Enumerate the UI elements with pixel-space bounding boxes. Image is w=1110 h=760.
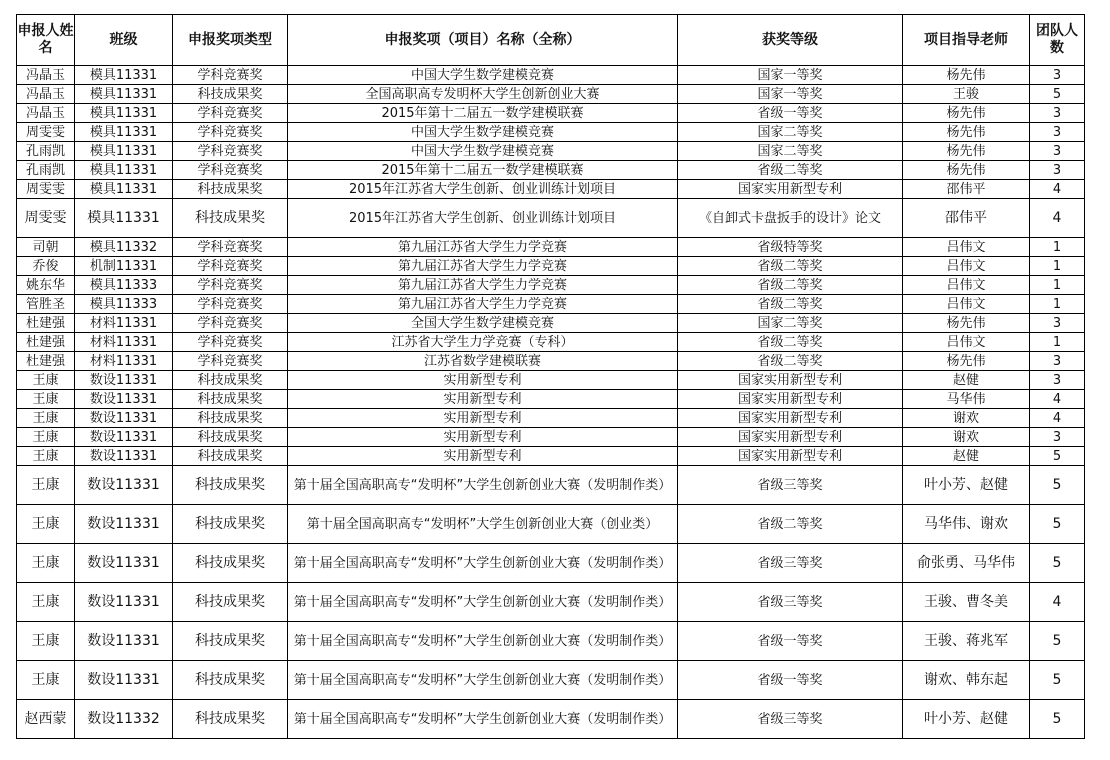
cell-level: 省级三等奖: [678, 466, 903, 505]
cell-award-name: 江苏省数学建模联赛: [288, 352, 678, 371]
cell-class: 材料11331: [75, 314, 173, 333]
cell-award-type: 科技成果奖: [173, 583, 288, 622]
cell-class: 模具11331: [75, 161, 173, 180]
cell-award-type: 学科竞赛奖: [173, 257, 288, 276]
cell-team-size: 3: [1030, 104, 1085, 123]
cell-advisor: 叶小芳、赵健: [903, 466, 1030, 505]
cell-award-type: 学科竞赛奖: [173, 276, 288, 295]
table-row: [17, 447, 1085, 466]
cell-award-type: 学科竞赛奖: [173, 66, 288, 85]
table-row: [17, 700, 1085, 739]
cell-advisor: 杨先伟: [903, 352, 1030, 371]
cell-applicant: 孔雨凯: [17, 161, 75, 180]
table-row: [17, 314, 1085, 333]
cell-advisor: 谢欢: [903, 428, 1030, 447]
cell-award-type: 科技成果奖: [173, 447, 288, 466]
cell-class: 材料11331: [75, 333, 173, 352]
cell-level: 省级二等奖: [678, 257, 903, 276]
cell-applicant: 司朝: [17, 238, 75, 257]
cell-class: 数设11331: [75, 544, 173, 583]
table-row: [17, 622, 1085, 661]
header-advisor: 项目指导老师: [903, 15, 1030, 66]
cell-team-size: 3: [1030, 66, 1085, 85]
cell-applicant: 杜建强: [17, 333, 75, 352]
awards-table: [16, 14, 1085, 739]
cell-advisor: 马华伟、谢欢: [903, 505, 1030, 544]
cell-applicant: 赵西蒙: [17, 700, 75, 739]
cell-class: 数设11331: [75, 661, 173, 700]
cell-applicant: 王康: [17, 466, 75, 505]
cell-level: 《自卸式卡盘扳手的设计》论文: [678, 199, 903, 238]
cell-team-size: 3: [1030, 142, 1085, 161]
cell-award-name: 第十届全国高职高专“发明杯”大学生创新创业大赛（发明制作类）: [288, 583, 678, 622]
cell-level: 国家一等奖: [678, 66, 903, 85]
cell-team-size: 5: [1030, 661, 1085, 700]
cell-team-size: 3: [1030, 123, 1085, 142]
cell-level: 省级特等奖: [678, 238, 903, 257]
table-row: [17, 104, 1085, 123]
cell-team-size: 1: [1030, 276, 1085, 295]
table-row: [17, 295, 1085, 314]
table-row: [17, 161, 1085, 180]
cell-award-type: 学科竞赛奖: [173, 333, 288, 352]
cell-award-type: 科技成果奖: [173, 390, 288, 409]
table-row: [17, 85, 1085, 104]
cell-award-name: 第十届全国高职高专“发明杯”大学生创新创业大赛（发明制作类）: [288, 622, 678, 661]
cell-level: 省级二等奖: [678, 161, 903, 180]
cell-level: 国家实用新型专利: [678, 447, 903, 466]
cell-advisor: 吕伟文: [903, 238, 1030, 257]
cell-team-size: 5: [1030, 544, 1085, 583]
cell-award-name: 实用新型专利: [288, 428, 678, 447]
cell-class: 模具11331: [75, 66, 173, 85]
cell-applicant: 王康: [17, 661, 75, 700]
table-header: [17, 15, 1085, 66]
cell-applicant: 杜建强: [17, 352, 75, 371]
table-row: [17, 466, 1085, 505]
table-row: [17, 333, 1085, 352]
cell-class: 模具11331: [75, 199, 173, 238]
cell-class: 模具11331: [75, 85, 173, 104]
cell-class: 数设11331: [75, 409, 173, 428]
table-row: [17, 199, 1085, 238]
cell-class: 数设11331: [75, 428, 173, 447]
table-row: [17, 66, 1085, 85]
cell-advisor: 杨先伟: [903, 314, 1030, 333]
table-row: [17, 390, 1085, 409]
cell-level: 省级二等奖: [678, 333, 903, 352]
cell-team-size: 1: [1030, 295, 1085, 314]
cell-advisor: 杨先伟: [903, 66, 1030, 85]
cell-level: 国家实用新型专利: [678, 371, 903, 390]
cell-award-type: 学科竞赛奖: [173, 295, 288, 314]
cell-award-name: 中国大学生数学建模竞赛: [288, 123, 678, 142]
cell-award-name: 第九届江苏省大学生力学竞赛: [288, 276, 678, 295]
cell-advisor: 赵健: [903, 447, 1030, 466]
cell-level: 国家实用新型专利: [678, 428, 903, 447]
cell-award-name: 2015年江苏省大学生创新、创业训练计划项目: [288, 199, 678, 238]
cell-applicant: 王康: [17, 622, 75, 661]
cell-award-type: 科技成果奖: [173, 661, 288, 700]
cell-award-type: 学科竞赛奖: [173, 238, 288, 257]
cell-award-name: 中国大学生数学建模竞赛: [288, 66, 678, 85]
cell-team-size: 3: [1030, 161, 1085, 180]
cell-level: 国家二等奖: [678, 314, 903, 333]
cell-applicant: 杜建强: [17, 314, 75, 333]
cell-award-name: 2015年江苏省大学生创新、创业训练计划项目: [288, 180, 678, 199]
cell-advisor: 杨先伟: [903, 104, 1030, 123]
cell-award-type: 科技成果奖: [173, 180, 288, 199]
cell-class: 模具11333: [75, 295, 173, 314]
cell-team-size: 4: [1030, 409, 1085, 428]
cell-level: 省级二等奖: [678, 505, 903, 544]
cell-team-size: 5: [1030, 700, 1085, 739]
cell-award-name: 实用新型专利: [288, 447, 678, 466]
cell-team-size: 4: [1030, 180, 1085, 199]
cell-level: 国家二等奖: [678, 142, 903, 161]
cell-award-type: 学科竞赛奖: [173, 104, 288, 123]
table-body: [17, 66, 1085, 739]
cell-advisor: 邵伟平: [903, 199, 1030, 238]
header-class: 班级: [75, 15, 173, 66]
cell-award-name: 第十届全国高职高专“发明杯”大学生创新创业大赛（发明制作类）: [288, 544, 678, 583]
cell-applicant: 王康: [17, 583, 75, 622]
cell-class: 数设11331: [75, 371, 173, 390]
cell-award-name: 江苏省大学生力学竞赛（专科）: [288, 333, 678, 352]
cell-class: 数设11332: [75, 700, 173, 739]
cell-advisor: 赵健: [903, 371, 1030, 390]
cell-level: 国家实用新型专利: [678, 390, 903, 409]
cell-class: 模具11331: [75, 180, 173, 199]
cell-award-name: 2015年第十二届五一数学建模联赛: [288, 104, 678, 123]
cell-advisor: 吕伟文: [903, 333, 1030, 352]
cell-team-size: 3: [1030, 428, 1085, 447]
cell-team-size: 5: [1030, 466, 1085, 505]
table-row: [17, 409, 1085, 428]
cell-advisor: 王骏、曹冬美: [903, 583, 1030, 622]
cell-award-type: 科技成果奖: [173, 199, 288, 238]
cell-award-type: 学科竞赛奖: [173, 161, 288, 180]
cell-advisor: 吕伟文: [903, 257, 1030, 276]
cell-class: 数设11331: [75, 583, 173, 622]
cell-applicant: 管胜圣: [17, 295, 75, 314]
cell-class: 模具11332: [75, 238, 173, 257]
cell-level: 国家实用新型专利: [678, 409, 903, 428]
cell-applicant: 王康: [17, 544, 75, 583]
cell-award-type: 科技成果奖: [173, 409, 288, 428]
table-row: [17, 661, 1085, 700]
cell-award-name: 中国大学生数学建模竞赛: [288, 142, 678, 161]
cell-advisor: 邵伟平: [903, 180, 1030, 199]
cell-award-type: 科技成果奖: [173, 622, 288, 661]
cell-applicant: 乔俊: [17, 257, 75, 276]
cell-class: 数设11331: [75, 622, 173, 661]
cell-award-type: 科技成果奖: [173, 85, 288, 104]
cell-class: 数设11331: [75, 505, 173, 544]
table-row: [17, 505, 1085, 544]
cell-class: 模具11331: [75, 104, 173, 123]
cell-level: 省级三等奖: [678, 544, 903, 583]
table-row: [17, 583, 1085, 622]
cell-team-size: 5: [1030, 622, 1085, 661]
table-row: [17, 238, 1085, 257]
header-team-size: 团队人数: [1030, 15, 1085, 66]
cell-class: 模具11331: [75, 142, 173, 161]
cell-applicant: 王康: [17, 505, 75, 544]
table-row: [17, 428, 1085, 447]
cell-level: 国家二等奖: [678, 123, 903, 142]
cell-award-name: 全国高职高专发明杯大学生创新创业大赛: [288, 85, 678, 104]
cell-team-size: 1: [1030, 333, 1085, 352]
table-row: [17, 142, 1085, 161]
cell-level: 国家一等奖: [678, 85, 903, 104]
cell-applicant: 王康: [17, 447, 75, 466]
cell-advisor: 俞张勇、马华伟: [903, 544, 1030, 583]
cell-award-name: 第十届全国高职高专“发明杯”大学生创新创业大赛（发明制作类）: [288, 661, 678, 700]
cell-applicant: 冯晶玉: [17, 66, 75, 85]
cell-team-size: 3: [1030, 371, 1085, 390]
cell-award-name: 第十届全国高职高专“发明杯”大学生创新创业大赛（发明制作类）: [288, 700, 678, 739]
cell-class: 模具11331: [75, 123, 173, 142]
header-level: 获奖等级: [678, 15, 903, 66]
cell-applicant: 周雯雯: [17, 199, 75, 238]
cell-award-name: 第十届全国高职高专“发明杯”大学生创新创业大赛（发明制作类）: [288, 466, 678, 505]
cell-team-size: 4: [1030, 199, 1085, 238]
cell-award-type: 学科竞赛奖: [173, 123, 288, 142]
cell-team-size: 4: [1030, 390, 1085, 409]
cell-award-type: 科技成果奖: [173, 466, 288, 505]
cell-class: 机制11331: [75, 257, 173, 276]
cell-level: 省级二等奖: [678, 352, 903, 371]
cell-applicant: 姚东华: [17, 276, 75, 295]
cell-award-name: 第九届江苏省大学生力学竞赛: [288, 295, 678, 314]
cell-award-name: 第九届江苏省大学生力学竞赛: [288, 257, 678, 276]
cell-class: 数设11331: [75, 390, 173, 409]
cell-award-name: 实用新型专利: [288, 390, 678, 409]
cell-team-size: 4: [1030, 583, 1085, 622]
cell-applicant: 王康: [17, 409, 75, 428]
cell-class: 材料11331: [75, 352, 173, 371]
cell-applicant: 王康: [17, 428, 75, 447]
cell-award-type: 学科竞赛奖: [173, 352, 288, 371]
cell-team-size: 5: [1030, 447, 1085, 466]
cell-level: 省级三等奖: [678, 583, 903, 622]
header-award-name: 申报奖项（项目）名称（全称）: [288, 15, 678, 66]
cell-award-type: 学科竞赛奖: [173, 142, 288, 161]
cell-advisor: 谢欢、韩东起: [903, 661, 1030, 700]
cell-award-type: 科技成果奖: [173, 371, 288, 390]
cell-applicant: 周雯雯: [17, 180, 75, 199]
cell-team-size: 5: [1030, 505, 1085, 544]
cell-advisor: 吕伟文: [903, 295, 1030, 314]
cell-team-size: 3: [1030, 314, 1085, 333]
table-row: [17, 276, 1085, 295]
cell-applicant: 冯晶玉: [17, 85, 75, 104]
cell-team-size: 3: [1030, 352, 1085, 371]
cell-level: 省级一等奖: [678, 104, 903, 123]
cell-class: 模具11333: [75, 276, 173, 295]
cell-level: 省级二等奖: [678, 295, 903, 314]
cell-award-type: 科技成果奖: [173, 505, 288, 544]
cell-award-name: 第十届全国高职高专“发明杯”大学生创新创业大赛（创业类）: [288, 505, 678, 544]
table-row: [17, 544, 1085, 583]
cell-award-name: 全国大学生数学建模竞赛: [288, 314, 678, 333]
cell-award-name: 实用新型专利: [288, 409, 678, 428]
cell-advisor: 马华伟: [903, 390, 1030, 409]
cell-applicant: 王康: [17, 390, 75, 409]
cell-advisor: 吕伟文: [903, 276, 1030, 295]
header-applicant: 申报人姓名: [17, 15, 75, 66]
table-row: [17, 180, 1085, 199]
header-row: [17, 15, 1085, 66]
cell-advisor: 王骏、蒋兆军: [903, 622, 1030, 661]
cell-advisor: 谢欢: [903, 409, 1030, 428]
cell-level: 省级一等奖: [678, 622, 903, 661]
cell-advisor: 王骏: [903, 85, 1030, 104]
cell-class: 数设11331: [75, 466, 173, 505]
cell-team-size: 1: [1030, 257, 1085, 276]
cell-award-type: 科技成果奖: [173, 428, 288, 447]
cell-team-size: 5: [1030, 85, 1085, 104]
cell-team-size: 1: [1030, 238, 1085, 257]
table-row: [17, 123, 1085, 142]
cell-level: 省级一等奖: [678, 661, 903, 700]
cell-award-name: 第九届江苏省大学生力学竞赛: [288, 238, 678, 257]
cell-level: 省级二等奖: [678, 276, 903, 295]
cell-applicant: 周雯雯: [17, 123, 75, 142]
header-award-type: 申报奖项类型: [173, 15, 288, 66]
cell-level: 省级三等奖: [678, 700, 903, 739]
cell-advisor: 杨先伟: [903, 142, 1030, 161]
cell-advisor: 杨先伟: [903, 161, 1030, 180]
cell-applicant: 冯晶玉: [17, 104, 75, 123]
cell-class: 数设11331: [75, 447, 173, 466]
cell-award-name: 实用新型专利: [288, 371, 678, 390]
table-row: [17, 371, 1085, 390]
cell-applicant: 孔雨凯: [17, 142, 75, 161]
cell-award-type: 学科竞赛奖: [173, 314, 288, 333]
cell-award-type: 科技成果奖: [173, 700, 288, 739]
table-row: [17, 257, 1085, 276]
cell-level: 国家实用新型专利: [678, 180, 903, 199]
cell-award-type: 科技成果奖: [173, 544, 288, 583]
cell-advisor: 叶小芳、赵健: [903, 700, 1030, 739]
cell-award-name: 2015年第十二届五一数学建模联赛: [288, 161, 678, 180]
cell-advisor: 杨先伟: [903, 123, 1030, 142]
cell-applicant: 王康: [17, 371, 75, 390]
table-row: [17, 352, 1085, 371]
